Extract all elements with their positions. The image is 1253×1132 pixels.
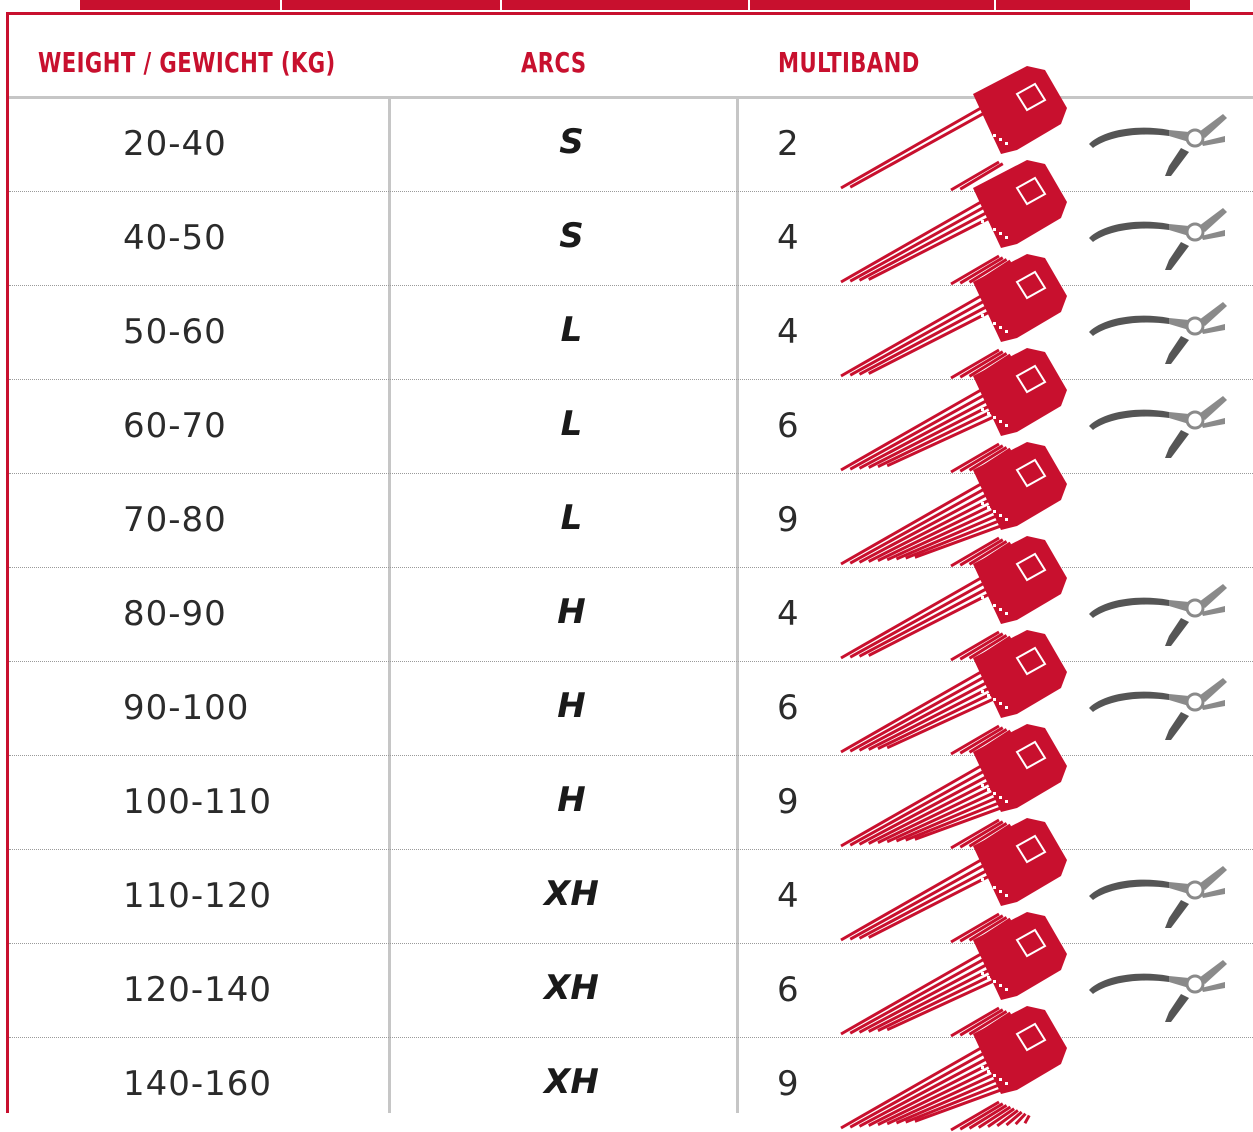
frame-top-border xyxy=(6,12,1253,15)
table-row xyxy=(9,1038,1253,1132)
header-multiband: MULTIBAND xyxy=(778,46,920,79)
weight-range: 110-120 xyxy=(123,876,273,916)
multiband-count: 9 xyxy=(777,782,799,822)
weight-range: 70-80 xyxy=(123,500,227,540)
cutting-pliers-icon xyxy=(1085,860,1231,930)
cutting-pliers-icon xyxy=(1085,954,1231,1024)
weight-range: 90-100 xyxy=(123,688,250,728)
top-strip-divider xyxy=(280,0,282,12)
top-strip-divider xyxy=(994,0,996,12)
multiband-count: 4 xyxy=(777,218,799,258)
header-weight: WEIGHT / GEWICHT (KG) xyxy=(38,46,336,79)
top-strip-divider xyxy=(748,0,750,12)
arc-size: XH xyxy=(544,968,599,1008)
arc-size: H xyxy=(557,592,586,632)
weight-range: 140-160 xyxy=(123,1064,273,1104)
arc-size: H xyxy=(557,780,586,820)
cutting-pliers-icon xyxy=(1085,578,1231,648)
multiband-count: 6 xyxy=(777,406,799,446)
cutting-pliers-icon xyxy=(1085,202,1231,272)
top-strip-bar xyxy=(80,0,1190,10)
cutting-pliers-icon xyxy=(1085,296,1231,366)
weight-range: 60-70 xyxy=(123,406,227,446)
multiband-count: 9 xyxy=(777,1064,799,1104)
arc-size: XH xyxy=(544,874,599,914)
multiband-count: 4 xyxy=(777,876,799,916)
multiband-count: 6 xyxy=(777,688,799,728)
arc-size: L xyxy=(560,498,583,538)
multiband-count: 4 xyxy=(777,312,799,352)
weight-range: 100-110 xyxy=(123,782,273,822)
top-decorative-strip xyxy=(80,0,1190,12)
weight-range: 80-90 xyxy=(123,594,227,634)
top-strip-divider xyxy=(500,0,502,12)
arc-size: H xyxy=(557,686,586,726)
multiband-count: 2 xyxy=(777,124,799,164)
multiband-count: 4 xyxy=(777,594,799,634)
weight-range: 50-60 xyxy=(123,312,227,352)
weight-range: 20-40 xyxy=(123,124,227,164)
weight-range: 40-50 xyxy=(123,218,227,258)
cutting-pliers-icon xyxy=(1085,108,1231,178)
multiband-count: 9 xyxy=(777,500,799,540)
weight-range: 120-140 xyxy=(123,970,273,1010)
arc-size: S xyxy=(559,216,584,256)
arc-size: S xyxy=(559,122,584,162)
multiband-count: 6 xyxy=(777,970,799,1010)
arc-size: L xyxy=(560,404,583,444)
cutting-pliers-icon xyxy=(1085,390,1231,460)
arc-size: L xyxy=(560,310,583,350)
cutting-pliers-icon xyxy=(1085,672,1231,742)
header-arcs: ARCS xyxy=(521,46,587,79)
arc-size: XH xyxy=(544,1062,599,1102)
